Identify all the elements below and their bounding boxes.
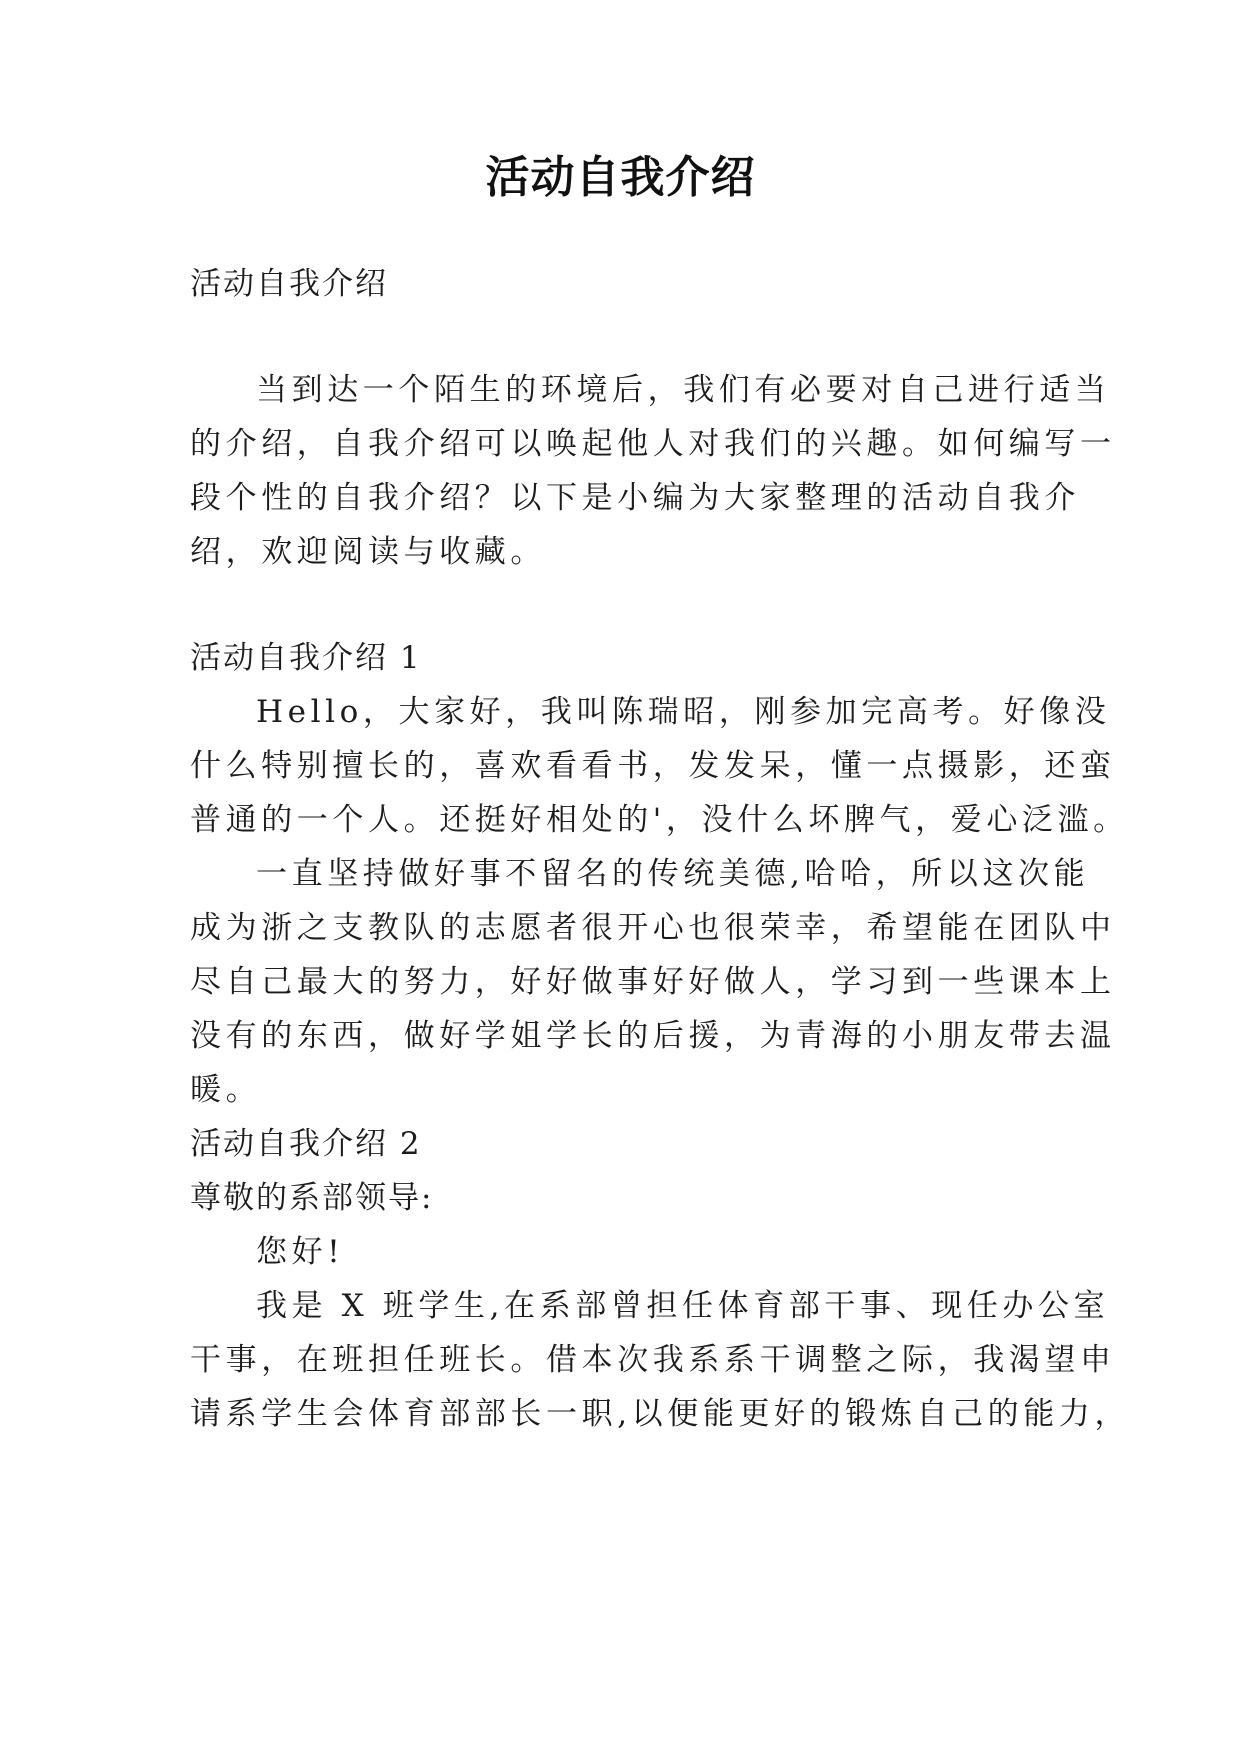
section1-line: 没有的东西，做好学姐学长的后援，为青海的小朋友带去温 bbox=[190, 1018, 1116, 1054]
document-title: 活动自我介绍 bbox=[485, 152, 756, 203]
section1-line: 成为浙之支教队的志愿者很开心也很荣幸，希望能在团队中 bbox=[190, 910, 1116, 946]
section2-salutation: 尊敬的系部领导: bbox=[190, 1180, 434, 1216]
section1-heading: 活动自我介绍 1 bbox=[190, 640, 422, 676]
section2-line: 请系学生会体育部部长一职,以便能更好的锻炼自己的能力， bbox=[190, 1396, 1131, 1432]
intro-line: 当到达一个陌生的环境后，我们有必要对自己进行适当 bbox=[256, 372, 1111, 408]
section2-heading: 活动自我介绍 2 bbox=[190, 1126, 422, 1162]
section1-line: Hello，大家好，我叫陈瑞昭，刚参加完高考。好像没 bbox=[256, 694, 1111, 730]
document-subtitle: 活动自我介绍 bbox=[190, 266, 388, 302]
section2-line: 我是 X 班学生,在系部曾担任体育部干事、现任办公室 bbox=[256, 1288, 1110, 1324]
section2-line: 干事，在班担任班长。借本次我系系干调整之际，我渴望申 bbox=[190, 1342, 1116, 1378]
section2-greeting: 您好! bbox=[256, 1234, 345, 1270]
intro-line: 绍，欢迎阅读与收藏。 bbox=[190, 534, 546, 570]
section1-line: 一直坚持做好事不留名的传统美德,哈哈，所以这次能 bbox=[256, 856, 1090, 892]
intro-line: 段个性的自我介绍？以下是小编为大家整理的活动自我介 bbox=[190, 480, 1080, 516]
section1-line: 尽自己最大的努力，好好做事好好做人，学习到一些课本上 bbox=[190, 964, 1116, 1000]
section1-line: 暖。 bbox=[190, 1072, 262, 1108]
intro-line: 的介绍，自我介绍可以唤起他人对我们的兴趣。如何编写一 bbox=[190, 426, 1116, 462]
section1-line: 普通的一个人。还挺好相处的'，没什么坏脾气，爱心泛滥。 bbox=[190, 802, 1129, 838]
section1-line: 什么特别擅长的，喜欢看看书，发发呆，懂一点摄影，还蛮 bbox=[190, 748, 1116, 784]
